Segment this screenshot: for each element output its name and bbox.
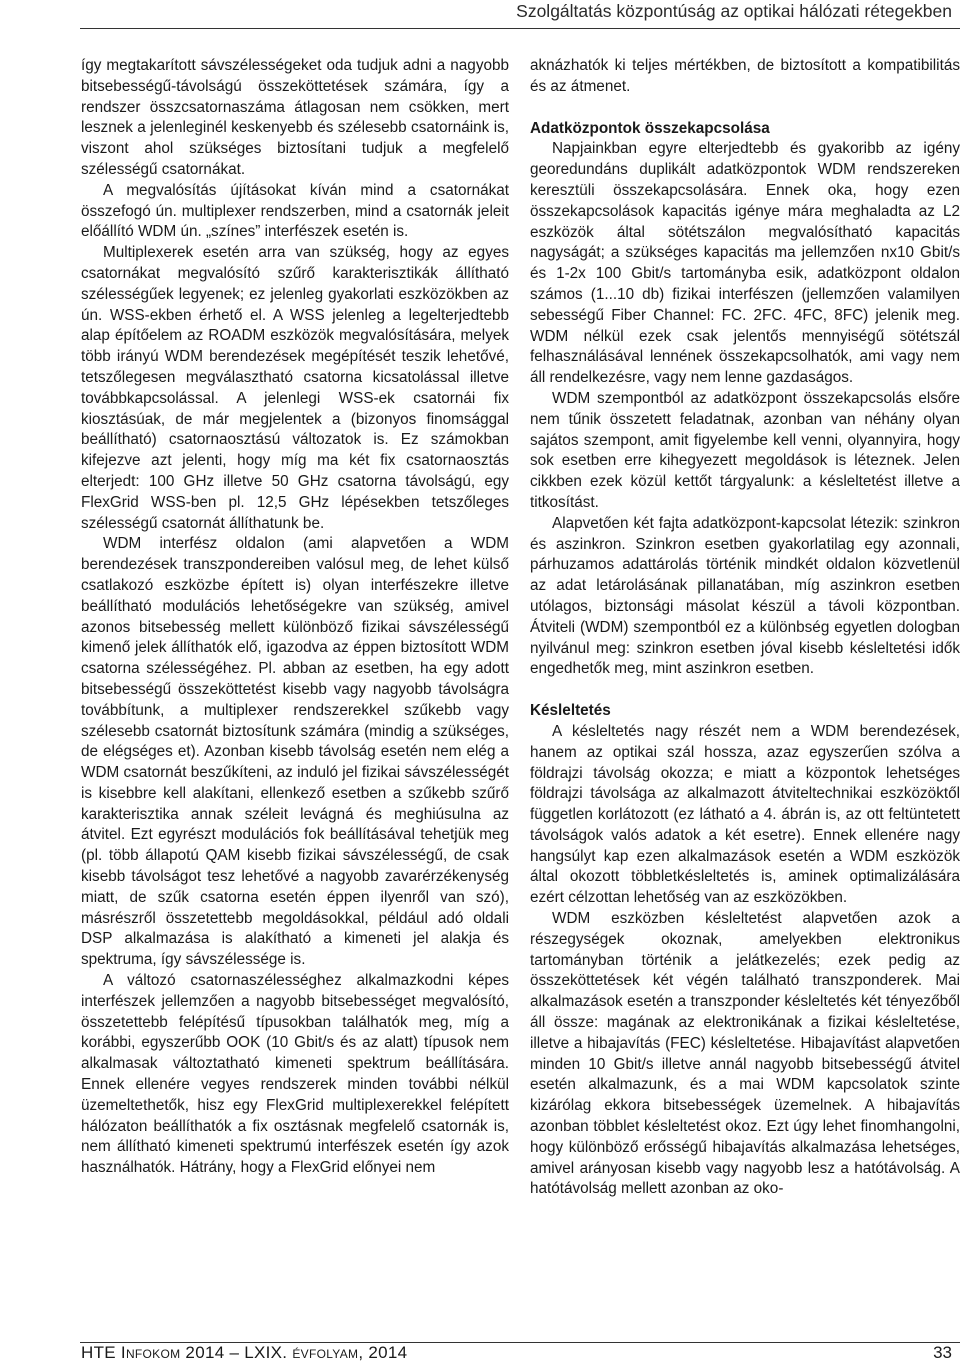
paragraph: A késleltetés nagy részét nem a WDM berendezések, hanem az optikai szál hossza, azaz egyszerűen szólva a földrajzi távolság okozza; e miatt a központok lehetséges földrajzi távolsága az alkalmazott átviteltechnikai eszközöktől független korlátozott (ez látható a 4. ábrán is, az ott feltüntetett távolságok valós adatok a két esetre). Ennek ellenére nagy hangsúlyt kap ezen alkalmazások esetén a WDM eszközök által okozott többletkésleltetés is, aminek optimalizálására ezért célzottan lehetőség van az eszközökben.	[530, 722, 960, 907]
running-title: Szolgáltatás központúság az optikai hálózati rétegekben	[516, 1, 952, 21]
paragraph: A megvalósítás újításokat kíván mind a csatornákat összefogó ún. multiplexer rendszerben, mind a csatornák jeleit előállító WDM ún. „színes” interfészek esetén is.	[81, 181, 509, 241]
page-number: 33	[933, 1343, 952, 1362]
paragraph: A változó csatornaszélességhez alkalmazkodni képes interfészek jellemzően a nagyobb bitsebességet megvalósító, összetettebb felépítésű típusokban találhatók meg, míg a korábbi, egyszerűbb OOK (10 Gbit/s és az alatt) típusok nem alkalmasak változtatható kimeneti spektrum beállítására. Ennek ellenére vegyes rendszerek minden további nélkül üzemeltethetők, hisz egy FlexGrid multiplexerekkel felépített hálózaton beállíthatók a fix osztásnak megfelelő csatornák is, nem állítható kimeneti spektrumú interfészek esetén így azok használhatók. Hátrány, hogy a FlexGrid előnyei nem	[81, 972, 509, 1177]
paragraph: WDM interfész oldalon (ami alapvetően a WDM berendezések transzpondereiben valósul meg, de lehet külső csatlakozó eszközbe épített is) olyan interfészekre illetve beállítható modulációs lehetőségekre van szükség, amivel azonos bitsebesség mellett különböző fizikai sávszélességű kimenő jelek állíthatók elő, igazodva az éppen biztosított WDM csatorna szélességéhez. Pl. abban az esetben, ha egy adott bitsebességű összeköttetést kisebb vagy nagyobb távolságra továbbítunk, a multiplexer rendszerekkel szűkebb vagy szélesebb csatornát biztosítunk számára (mindig a szükséges, de elégséges et). Azonban kisebb távolság esetén nem elég a WDM csatornát beszűkíteni, az induló jel fizikai sávszélességét is kisebbre kell alakítani, ellenkező esetben a szűkebb szűrő karakterisztika annak széleit levágná és meghiúsulna az átvitel. Ezt egyrészt modulációs fok beállításával tehetjük meg (pl. több állapotú QAM kisebb fizikai sávszélességű, de csak kisebb távolságot tesz lehetővé a nagyobb zavarérzékenység miatt, de szűk csatorna esetén éppen ilyenről van szó), másrészről összetettebb megoldásokkal, például adó oldali DSP alkalmazása is alakítható a kimeneti jel alakja és spektruma, így sávszélessége is.	[81, 535, 509, 969]
left-column	[81, 56, 509, 1179]
paragraph: így megtakarított sávszélességeket oda tudjuk adni a nagyobb bitsebességű-távolságú összeköttetések számára, így a rendszer összcsatornaszáma átlagosan nem csökken, mert lesznek a jelenleginél keskenyebb és szélesebb csatornáink is, viszont ahol szükséges biztosítani tudjuk a megfelelő szélességű csatornákat.	[81, 57, 509, 178]
paragraph: Multiplexerek esetén arra van szükség, hogy az egyes csatornákat megvalósító szűrő karakterisztikák állítható szélességűek legyenek; ez jelenleg gyakorlati eszközökben az ún. WSS-ekben érhető el. A WSS jelenleg a legelterjedtebb alap építőelem az ROADM eszközök megvalósítására, melyek több irányú WDM berendezések megépítését teszik lehetővé, tetszőlegesen megválasztható csatorna kicsatolással illetve továbbkapcsolással. A jelenlegi WSS-ek csatornái fix kiosztásúak, de már megjelentek a (bizonyos finomsággal beállítható) csatornaosztású változatok is. Ez számokban kifejezve azt jelenti, hogy míg ma két fix csatornaosztás elterjedt: 100 GHz illetve 50 GHz csatorna távolságú, egy FlexGrid WSS-ben pl. 12,5 GHz lépésekben tetszőleges szélességű csatornát állíthatunk be.	[81, 244, 509, 532]
paragraph-spacer	[530, 680, 960, 701]
right-column	[530, 56, 960, 1200]
running-header	[80, 0, 960, 29]
footer-journal: HTE Infokom 2014 – LXIX. évfolyam, 2014	[81, 1343, 408, 1362]
paragraph: Napjainkban egyre elterjedtebb és gyakoribb az igény georedundáns duplikált adatközpontok WDM rendszereken keresztüli összekapcsolására. Ennek oka, hogy ezen összekapcsolások kapacitás igénye mára meghaladta az L2 eszközök által sötétszálon megvalósítható kapacitás nagyságát; a szükséges kapacitás ma jellemzően nx10 Gbit/s és 1-2x 100 Gbit/s tartományba esik, adatközpont oldalon számos (1...10 db) fizikai interfészen (jellemzően valamilyen sebességű Fiber Channel: FC. 2FC. 4FC, 8FC) jelenik meg. WDM nélkül ezek csak jelentős mennyiségű sötétszál felhasználásával lennének összekapcsolhatók, ami vagy nem áll rendelkezésre, vagy nem lenne gazdaságos.	[530, 140, 960, 387]
paragraph: WDM eszközben késleltetést alapvetően azok a részegységek okoznak, amelyekben elektronikus tartományban történik a jelátkezelés; ezek pedig az összeköttetések két végén található transzponderek. Mai alkalmazások esetén a transzponder késleltetés két tényezőből áll össze: magának az elektronikának a fizikai késleltetése, illetve a hibajavítás (FEC) késleltetése. Hibajavítást alapvetően minden 10 Gbit/s illetve annál nagyobb bitsebességű átvitel esetén alkalmazunk, és a mai WDM kapcsolatok szinte kizárólag ekkora bitsebességek üzemelnek. A hibajavítás azonban többlet késleltetést okoz. Ezt úgy lehet finomhangolni, hogy különböző erősségű hibajavítás alkalmazása lehetséges, amivel arányosan kisebb vagy nagyobb lesz a hatótávolság. A hatótávolság mellett azonban az oko-	[530, 910, 960, 1198]
paragraph: Alapvetően két fajta adatközpont-kapcsolat létezik: szinkron és aszinkron. Szinkron esetben gyakorlatilag egy azonnali, párhuzamos adattárolás történik mindkét oldalon közvetlenül az adat letárolásának pillanatában, míg aszinkron esetben utólagos, biztonsági másolat készül a távoli központban. Átviteli (WDM) szempontból ez a különbség egyetlen dologban nyilvánul meg: szinkron esetben jóval kisebb késleltetési idők engedhetők meg, mint aszinkron esetben.	[530, 514, 960, 678]
section-heading: Késleltetés	[530, 702, 611, 720]
paragraph: WDM szempontból az adatközpont összekapcsolás elsőre nem tűnik összetett feladatnak, azonban van néhány olyan sajátos szempont, amit figyelembe kell venni, olyannyira, hogy sok esetben erre kihegyezett megoldások is léteznek. Jelen cikkben ezek közül kettőt tárgyalunk: a késleltetést illetve a titkosítást.	[530, 389, 960, 511]
paragraph: aknázhatók ki teljes mértékben, de biztosított a kompatibilitás és az átmenet.	[530, 57, 960, 95]
section-heading: Adatközpontok összekapcsolása	[530, 119, 770, 137]
paragraph-spacer	[530, 98, 960, 119]
